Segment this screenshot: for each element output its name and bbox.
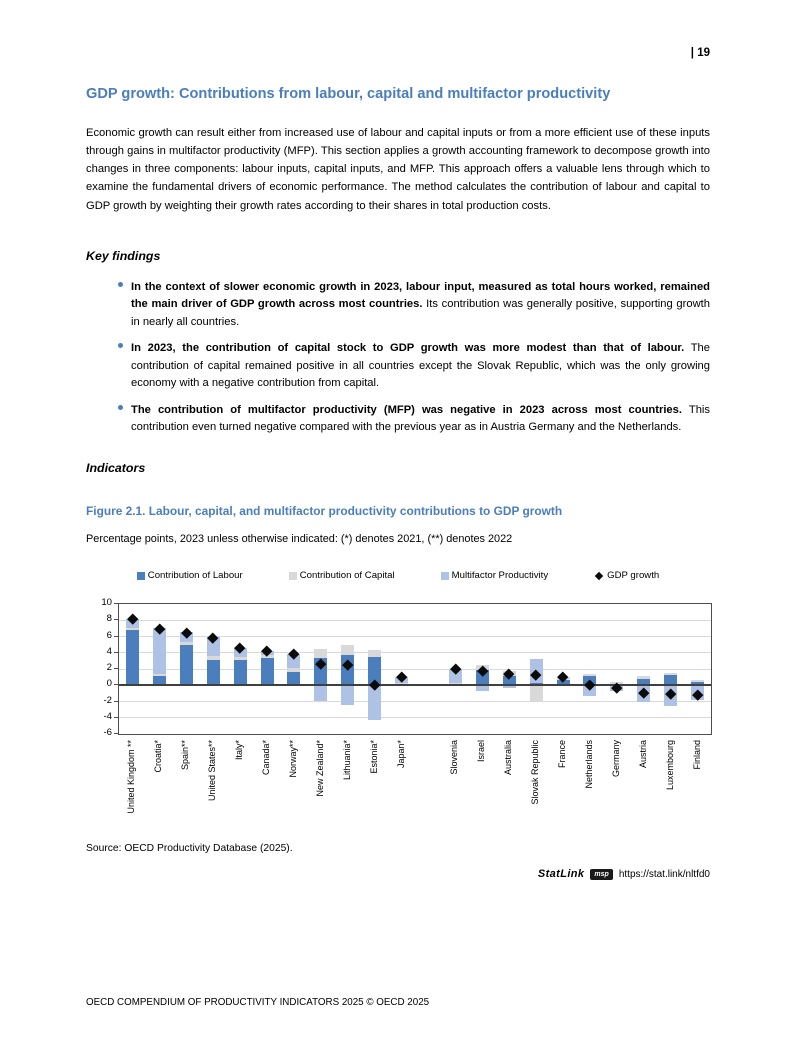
labour-bar-segment bbox=[207, 660, 220, 685]
legend-label: Contribution of Labour bbox=[147, 570, 243, 581]
mfp-bar-segment bbox=[314, 685, 327, 700]
gridline bbox=[119, 620, 711, 621]
x-axis-country-label: Germany bbox=[610, 740, 621, 778]
capital-bar-segment bbox=[368, 650, 381, 657]
bullet-item bbox=[86, 340, 710, 392]
bullet-text: This contribution even turned negative compared with the previous year as in Austria Germany and the Netherlands. bbox=[131, 403, 710, 434]
chart-x-axis-labels bbox=[118, 737, 710, 839]
labour-bar-segment bbox=[180, 645, 193, 686]
y-axis-tick bbox=[114, 636, 118, 637]
capital-bar-segment bbox=[314, 649, 327, 658]
capital-bar-segment bbox=[234, 657, 247, 660]
diamond-icon bbox=[595, 571, 603, 579]
y-axis-tick bbox=[114, 717, 118, 718]
x-axis-country-label: Spain** bbox=[180, 740, 191, 771]
capital-bar-segment bbox=[664, 673, 677, 675]
y-axis-tick-label: 4 bbox=[106, 645, 112, 657]
chart-plot-area bbox=[118, 603, 712, 735]
y-axis-tick-label: -2 bbox=[103, 694, 112, 706]
gridline bbox=[119, 717, 711, 718]
bullet-item bbox=[86, 402, 710, 437]
x-axis-country-label: Lithuania* bbox=[341, 740, 352, 781]
key-findings-list bbox=[86, 279, 710, 437]
bullet-text: The contribution of capital remained positive in all countries except the Slovak Republic, which was the only growing economy with a negative contribution from capital. bbox=[131, 342, 710, 390]
capital-bar-segment bbox=[341, 645, 354, 655]
legend-label: GDP growth bbox=[607, 570, 660, 581]
labour-bar-segment bbox=[126, 630, 139, 685]
chart-legend bbox=[86, 570, 710, 581]
x-axis-country-label: Japan* bbox=[395, 740, 406, 769]
labour-swatch-icon bbox=[137, 572, 145, 580]
capital-swatch-icon bbox=[289, 572, 297, 580]
legend-item-labour bbox=[137, 570, 243, 581]
y-axis-tick-label: 8 bbox=[106, 613, 112, 625]
x-axis-country-label: Croatia* bbox=[153, 740, 164, 773]
gridline bbox=[119, 701, 711, 702]
figure-subtitle: Percentage points, 2023 unless otherwise indicated: (*) denotes 2021, (**) denotes 2022 bbox=[86, 533, 513, 545]
x-axis-country-label: Israel bbox=[476, 740, 487, 763]
page-number: | 19 bbox=[690, 47, 710, 59]
legend-item-gdp bbox=[594, 570, 659, 581]
capital-bar-segment bbox=[530, 685, 543, 700]
x-axis-country-label: Canada* bbox=[261, 740, 271, 776]
labour-bar-segment bbox=[234, 660, 247, 685]
legend-label: Contribution of Capital bbox=[299, 570, 395, 581]
capital-bar-segment bbox=[287, 668, 300, 672]
x-axis-country-label: Austria bbox=[637, 740, 648, 769]
y-axis-tick bbox=[114, 733, 118, 734]
intro-paragraph: Economic growth can result either from increased use of labour and capital inputs or from a more efficient use of these inputs through gains in multifactor productivity (MFP). This section applies a growth accounting framework to decompose growth into changes in three components: labour inputs, capital inputs, and MFP. This approach offers a valuable lens through which to examine the fundamental drivers of economic performance. The method calculates the contribution of labour and capital to GDP growth by weighting their growth rates according to their shares in total production costs. bbox=[86, 127, 710, 212]
x-axis-country-label: Luxembourg bbox=[664, 740, 675, 791]
y-axis-tick bbox=[114, 619, 118, 620]
mfp-bar-segment bbox=[153, 628, 166, 674]
x-axis-country-label: United States** bbox=[207, 740, 218, 802]
y-axis-tick bbox=[114, 701, 118, 702]
y-axis-tick-label: 6 bbox=[106, 629, 112, 641]
section-title: GDP growth: Contributions from labour, capital and multifactor productivity bbox=[86, 86, 611, 102]
bullet-bold-text: In the context of slower economic growth in 2023, labour input, measured as total hours worked, remained the main driver of GDP growth across most countries. bbox=[131, 281, 710, 311]
statlink-row bbox=[538, 868, 710, 880]
key-findings-section bbox=[86, 249, 710, 446]
legend-label: Multifactor Productivity bbox=[451, 570, 549, 581]
y-axis-tick bbox=[114, 603, 118, 604]
legend-item-mfp bbox=[441, 570, 549, 581]
y-axis-tick bbox=[114, 668, 118, 669]
x-axis-country-label: Estonia* bbox=[368, 740, 379, 774]
y-axis-tick bbox=[114, 652, 118, 653]
capital-bar-segment bbox=[207, 656, 220, 660]
zero-axis-line bbox=[119, 684, 711, 686]
capital-bar-segment bbox=[180, 642, 193, 644]
bullet-item bbox=[86, 279, 710, 331]
mfp-bar-segment bbox=[368, 685, 381, 720]
bullet-icon bbox=[118, 405, 123, 410]
x-axis-country-label: Norway** bbox=[287, 740, 298, 778]
capital-bar-segment bbox=[637, 676, 650, 678]
x-axis-country-label: Netherlands bbox=[583, 740, 594, 789]
labour-bar-segment bbox=[261, 658, 274, 685]
x-axis-country-label: Australia bbox=[503, 740, 514, 776]
capital-bar-segment bbox=[153, 674, 166, 676]
bullet-icon bbox=[118, 343, 123, 348]
y-axis-tick-label: -6 bbox=[103, 727, 112, 738]
x-axis-country-label: Italy* bbox=[234, 740, 245, 761]
mfp-swatch-icon bbox=[441, 572, 449, 580]
x-axis-country-label: Slovenia bbox=[449, 740, 460, 775]
figure-title: Figure 2.1. Labour, capital, and multifactor productivity contributions to GDP growth bbox=[86, 504, 563, 518]
statlink-logo: StatLink bbox=[537, 868, 585, 880]
y-axis-tick-label: 2 bbox=[106, 662, 112, 673]
y-axis-tick-label: 0 bbox=[106, 678, 112, 690]
gdp-contributions-chart bbox=[86, 597, 746, 843]
y-axis-tick bbox=[114, 684, 118, 685]
key-findings-heading: Key findings bbox=[86, 249, 161, 263]
x-axis-country-label: Slovak Republic bbox=[530, 740, 541, 805]
bullet-bold-text: In 2023, the contribution of capital stock to GDP growth was more modest than that of labour. bbox=[131, 342, 685, 355]
x-axis-country-label: France bbox=[557, 740, 567, 769]
statlink-msp-icon: msp bbox=[590, 869, 612, 880]
legend-item-capital bbox=[289, 570, 395, 581]
capital-bar-segment bbox=[691, 680, 704, 682]
mfp-bar-segment bbox=[341, 685, 354, 705]
y-axis-tick-label: 10 bbox=[101, 597, 112, 608]
y-axis-tick-label: -4 bbox=[103, 710, 112, 722]
page-footer: OECD COMPENDIUM OF PRODUCTIVITY INDICATORS 2025 © OECD 2025 bbox=[86, 997, 430, 1008]
x-axis-country-label: Finland bbox=[691, 740, 702, 770]
bullet-text: Its contribution was generally positive, supporting growth in nearly all countries. bbox=[131, 298, 710, 328]
statlink-url[interactable]: https://stat.link/nltfd0 bbox=[618, 868, 710, 880]
bullet-icon bbox=[118, 282, 123, 287]
capital-bar-segment bbox=[126, 628, 139, 630]
indicators-heading: Indicators bbox=[86, 461, 146, 475]
x-axis-country-label: United Kingdom ** bbox=[126, 740, 137, 814]
x-axis-country-label: New Zealand* bbox=[314, 740, 325, 797]
bullet-bold-text: The contribution of multifactor productivity (MFP) was negative in 2023 across most countries. bbox=[131, 403, 682, 416]
capital-bar-segment bbox=[583, 674, 596, 676]
figure-source: Source: OECD Productivity Database (2025). bbox=[86, 843, 293, 854]
